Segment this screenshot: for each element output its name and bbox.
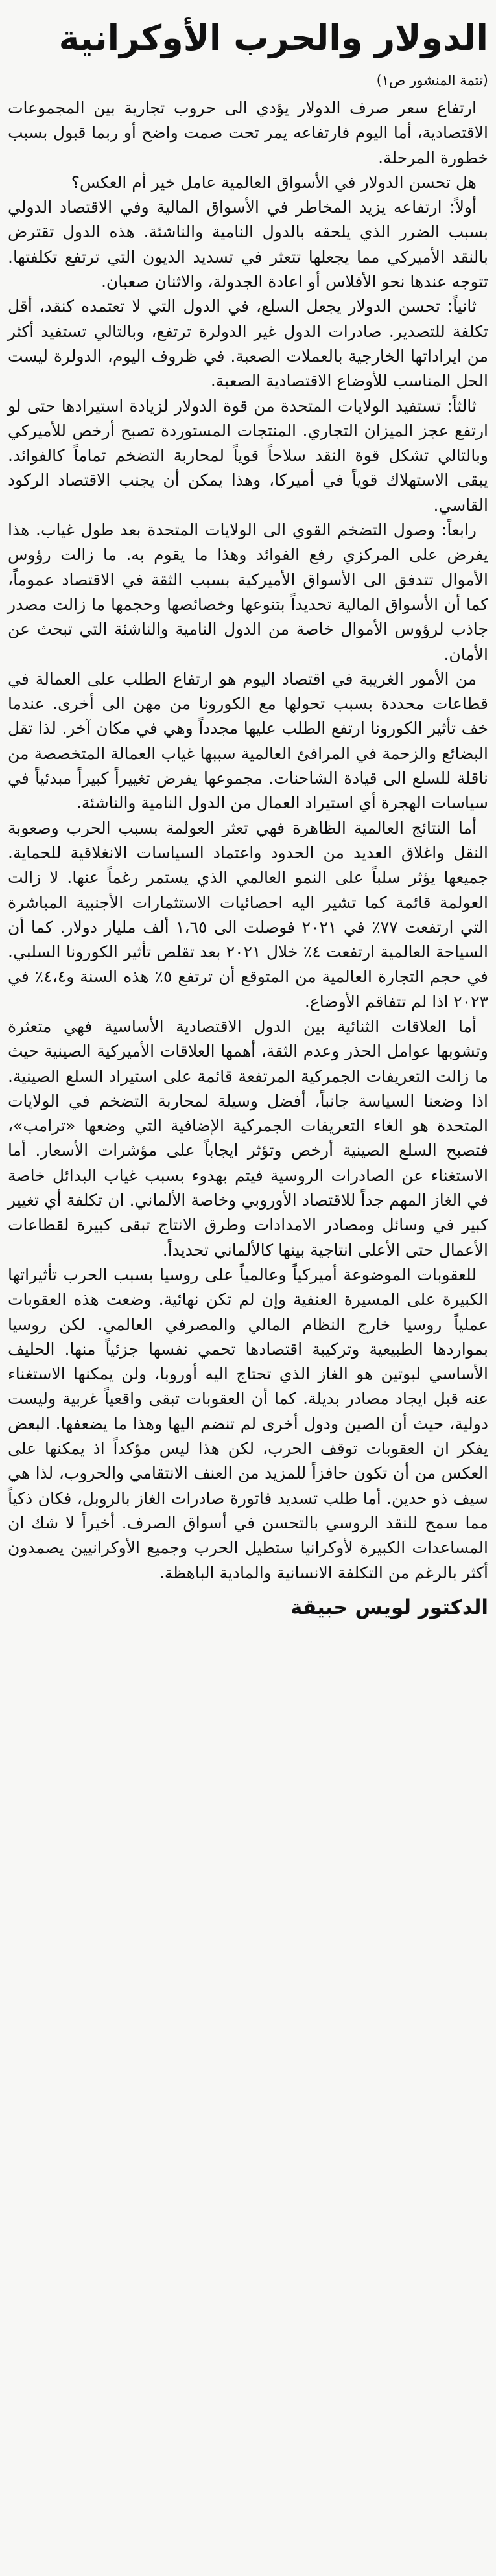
- paragraph-5: ثالثاً: تستفيد الولايات المتحدة من قوة الدولار لزيادة استيرادها حتى لو ارتفع عجز الميزان التجاري. المنتجات المستوردة تصبح أرخص للأميركي وبالتالي تشكل قوة النقد سلاحاً قوياً لمحاربة التضخم تماماً كالفوائد. يبقى الاستهلاك قوياً في أميركا، وهذا يمكن أن يجنب الاقتصاد الركود القاسي.: [8, 396, 488, 515]
- article-body: [8, 96, 488, 1586]
- author-signature: الدكتور لويس حبيقة: [290, 1595, 488, 1619]
- paragraph-9: أما العلاقات الثنائية بين الدول الاقتصادية الأساسية فهي متعثرة وتشوبها عوامل الحذر وعدم الثقة، أهمها العلاقات الأميركية الصينية حيث ما زالت التعريفات الجمركية المرتفعة قائمة على استيراد السلع الصينية. اذا وضعنا السياسة جانباً، أفضل وسيلة لمحاربة التضخم في الولايات المتحدة هو الغاء التعريفات الجمركية الإضافية التي وضعها «ترامب»، فتصبح السلع الصينية أرخص وتؤثر ايجاباً على مؤشرات الأسعار. أما الاستغناء عن الصادرات الروسية فيتم بهدوء بسبب غياب البدائل خاصة في الغاز المهم جداً للاقتصاد الأوروبي وخاصة الألماني. ان تكلفة أي تغيير كبير في وسائل ومصادر الامدادات وطرق الانتاج تبقى كبيرة لقطاعات الأعمال حتى الأعلى انتاجية بينها كالألماني تحديداً.: [8, 1016, 488, 1259]
- paragraph-10: للعقوبات الموضوعة أميركياً وعالمياً على روسيا بسبب الحرب تأثيراتها الكبيرة على المسيرة العنفية وإن لم تكن نهائية. وضعت هذه العقوبات عملياً روسيا خارج النظام المالي والمصرفي العالمي. لكن روسيا بمواردها الطبيعية وتركيبة اقتصادها تحمي نفسها جزئياً منها. الحليف الأساسي لبوتين هو الغاز الذي تحتاج اليه أوروبا، ولن يمكنها الاستغناء عنه قبل ايجاد مصادر بديلة. كما أن العقوبات تبقى واقعياً غربية وليست دولية، حيث أن الصين ودول أخرى لم تنضم اليها وهذا ما يضعفها. البعض يفكر ان العقوبات توقف الحرب، لكن هذا ليس مؤكداً اذ يمكنها على العكس من أن تكون حافزاً للمزيد من العنف الانتقامي والحروب، لذا هي سيف ذو حدين. أما طلب تسديد فاتورة صادرات الغاز بالروبل، فكان ذكياً مما سمح للنقد الروسي بالتحسن في أسواق الصرف. أخيراً لا شك ان المساعدات الكبيرة لأوكرانيا ستطيل الحرب وجميع الأوكرانيين يصمدون أكثر بالرغم من التكلفة الانسانية والمادية الباهظة.: [8, 1265, 488, 1582]
- paragraph-6: رابعاً: وصول التضخم القوي الى الولايات المتحدة بعد طول غياب. هذا يفرض على المركزي رفع الفوائد وهذا ما يقوم به. ما زالت رؤوس الأموال تتدفق الى الأسواق الأميركية بسبب الثقة في الاقتصاد عموماً، كما أن الأسواق المالية تحديداً بتنوعها وخصائصها وحجمها ما زالت مصدر جاذب لرؤوس الأموال خاصة من الدول النامية والناشئة التي تبحث عن الأمان.: [8, 521, 488, 664]
- paragraph-4: ثانياً: تحسن الدولار يجعل السلع، في الدول التي لا تعتمده كنقد، أقل تكلفة للتصدير. صادرات الدول غير الدولرة ترتفع، وبالتالي تستفيد أكثر من ايراداتها الخارجية بالعملات الصعبة. في ظروف اليوم، الدولرة ليست الحل المناسب للأوضاع الاقتصادية الصعبة.: [8, 297, 488, 391]
- paragraph-7: من الأمور الغريبة في اقتصاد اليوم هو ارتفاع الطلب على العمالة في قطاعات محددة بسبب تحولها مع الكورونا من مهن الى أخرى. عندما خف تأثير الكورونا ارتفع الطلب عليها مجدداً وهي في مكان آخر. لذا تقل البضائع والزحمة في المرافئ العالمية سببها غياب العمالة المتخصصة من ناقلة للسلع الى قيادة الشاحنات. مجموعها يفرض تغييراً كبيراً مبدئياً في سياسات الهجرة أي استيراد العمال من الدول النامية والناشئة.: [8, 669, 488, 813]
- article-column: [8, 0, 488, 1622]
- paragraph-3: أولاً: ارتفاعه يزيد المخاطر في الأسواق المالية وفي الاقتصاد الدولي بسبب الضرر الذي يلحقه بالدول النامية والناشئة. هذه الدول تقترض بالنقد الأميركي مما يجعلها تتعثر في تسديد الديون التي ترتفع تكلفتها. تتوجه عندها نحو الأفلاس أو اعادة الجدولة، والاثنان صعبان.: [8, 198, 488, 292]
- article-subtitle: (تتمة المنشور ص١): [376, 73, 488, 88]
- article-title: الدولار والحرب الأوكرانية: [58, 18, 488, 58]
- paragraph-1: ارتفاع سعر صرف الدولار يؤدي الى حروب تجارية بين المجموعات الاقتصادية، أما اليوم فارتفاعه يمر تحت صمت واضح أو ربما قبول بسبب خطورة المرحلة.: [8, 99, 488, 167]
- paragraph-2: هل تحسن الدولار في الأسواق العالمية عامل خير أم العكس؟: [71, 172, 477, 192]
- paragraph-8: أما النتائج العالمية الظاهرة فهي تعثر العولمة بسبب الحرب وصعوبة النقل واغلاق العديد من الحدود واعتماد السياسات الانغلاقية للحماية. جميعها يؤثر سلباً على النمو العالمي الذي يستمر رغماً عنها. لا زالت العولمة قائمة كما تشير اليه احصائيات الاستثمارات الأجنبية المباشرة التي ارتفعت ٧٧٪ في ٢٠٢١ فوصلت الى ١،٦٥ ألف مليار دولار. كما أن السياحة العالمية ارتفعت ٤٪ خلال ٢٠٢١ بعد تقلص تأثير الكورونا السلبي. في حجم التجارة العالمية من المتوقع أن ترتفع ٥٪ هذه السنة و٤،٤٪ في ٢٠٢٣ اذا لم تتفاقم الأوضاع.: [8, 818, 489, 1011]
